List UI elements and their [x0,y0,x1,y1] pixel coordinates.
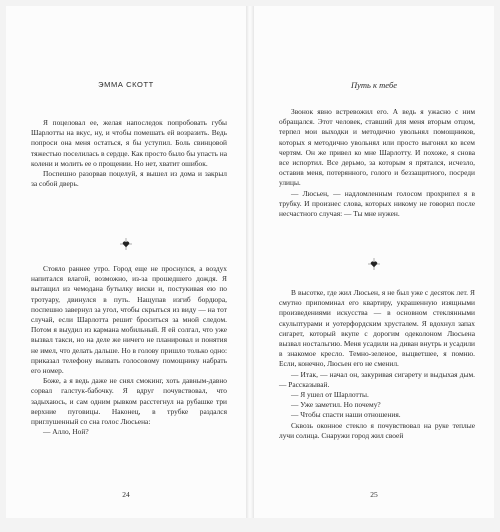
paragraph: В высотке, где жил Люсьен, я не был уже с десяток лет. Я смутно припоминал его квартиру, украшенную изящными произведениями искусства — в основном стеклянными скульптурами и уотерфордским хрусталем. Я вдохнул запах сигарет, который вкупе с дорогим одеколоном Люсьена вызвал ностальгию. Меня усадили на диван внутрь и усадили в знакомое кресло. Темно-зеленое, выцветшее, я помню. Если, конечно, Люсьен его не сменил. [279,288,475,369]
heart-ornament-icon [368,258,380,270]
running-head-author: ЭММА СКОТТ [98,80,154,89]
page-number: 24 [122,490,130,499]
right-page [254,6,494,518]
page-number: 25 [370,490,378,499]
running-head-title: Путь к тебе [351,80,397,90]
paragraph: Стояло раннее утро. Город еще не проснулся, а воздух напитался влагой, возможно, из-за прошедшего дождя. Я вытащил из чемодана бутылку виски и, постукивая ею по тротуару, двинулся в путь. Нащупав изгиб бордюра, поспешно завернул за угол, чтобы скрыться из виду — на тот случай, если Шарлотта решит броситься за мной следом. Потом я выудил из кармана мобильный. Я ей солгал, что уже вызвал такси, но на деле же ничего не планировал и понятия не имел, что делать дальше. Но в голову пришло только одно: приказал телефону вызвать голосовому помощнику набрать его номер. [31,264,227,376]
paragraph: Я поцеловал ее, желая напоследок попробовать губы Шарлотты на вкус, ну, и чтобы помешать ей возразить. Ведь попроси она меня остаться, я бы уступил. Боль свинцовой тяжестью поселилась в сердце. Как просто было бы упасть на колени и молить ее о прощении. Но нет, хватит ошибок. [31,118,227,168]
paragraph: Поспешно разорвав поцелуй, я вышел из дома и закрыл за собой дверь. [31,169,227,189]
dialog-line: — Я ушел от Шарлотты. [291,390,369,400]
right-text-block-1 [279,107,475,219]
left-page [6,6,246,518]
dialog-line: — Итак, — начал он, закуривая сигарету и выдыхая дым. — Рассказывай. [279,369,475,389]
dialog-line: — Алло, Ной? [43,427,89,437]
dialog-line: — Уже заметил. Но почему? [291,400,381,410]
paragraph: Сквозь оконное стекло я почувствовал на руке теплые лучи солнца. Снаружи город жил своей [279,420,475,440]
book-gutter [246,6,254,518]
paragraph: Звонок явно встревожил его. А ведь я ужасно с ним обращался. Этот человек, ставший для меня вторым отцом, терпел мои выходки и методично увольнял помощников, которых я методично увольнял или просто выгонял ко всем чертям. Он же привел ко мне Шарлотту. И похоже, я снова все испортил. Все дерьмо, за которым я прятался, исчезло, оставив меня, потерянного, голого и беззащитного, посреди улицы. [279,107,475,188]
right-text-block-2 [279,288,475,441]
left-text-block-2 [31,264,227,437]
paragraph: — Люсьен, — надломленным голосом прохрипел я в трубку. И произнес слова, которых никому не говорил после несчастного случая: — Ты мне нужен. [279,188,475,219]
paragraph: Боже, а я ведь даже не снял смокинг, хоть давным-давно сорвал галстук-бабочку. Я вдруг почувствовал, что задыхаюсь, и сам одним рывком расстегнул на рубашке три верхние пуговицы. Наконец, в трубке раздался приглушенный со сна голос Люсьена: [31,376,227,427]
heart-ornament-icon [120,238,132,250]
left-text-block-1 [31,118,227,189]
dialog-line: — Чтобы спасти наши отношения. [291,410,401,420]
